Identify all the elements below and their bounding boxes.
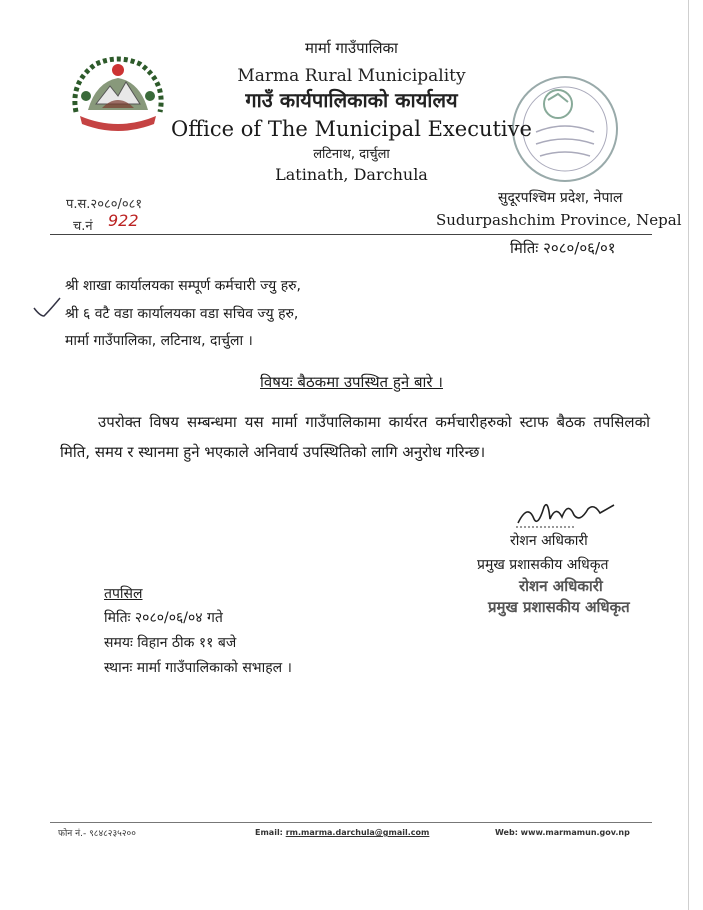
- place-devanagari: लटिनाथ, दार्चुला: [313, 147, 390, 162]
- schedule-time: समयः विहान ठीक ११ बजे: [104, 635, 237, 651]
- dispatch-number-handwritten: 922: [108, 211, 139, 230]
- province-devanagari: सुदूरपश्चिम प्रदेश, नेपाल: [498, 190, 623, 206]
- footer-web[interactable]: Web: www.marmamun.gov.np: [495, 828, 630, 837]
- schedule-date: मितिः २०८०/०६/०४ गते: [104, 610, 223, 626]
- letter-date: मितिः २०८०/०६/०१: [510, 239, 616, 257]
- dispatch-label: च.नं: [73, 219, 93, 234]
- footer-email: [255, 828, 429, 837]
- province-english: Sudurpashchim Province, Nepal: [436, 211, 682, 229]
- office-name-english: Office of The Municipal Executive: [171, 117, 532, 141]
- email-link[interactable]: rm.marma.darchula@gmail.com: [285, 828, 430, 837]
- reference-number: प.स.२०८०/०८१: [66, 197, 143, 212]
- email-label: Email:: [255, 828, 283, 837]
- place-english: Latinath, Darchula: [275, 165, 428, 184]
- addressee-line: मार्मा गाउँपालिका, लटिनाथ, दार्चुला ।: [65, 333, 253, 349]
- stamp-name: रोशन अधिकारी: [519, 577, 603, 595]
- footer-phone: फोन नं.- ९८४८२३५२००: [58, 829, 136, 839]
- signature-icon: [514, 497, 618, 531]
- addressee-line: श्री शाखा कार्यालयका सम्पूर्ण कर्मचारी ज्यु हरु,: [65, 278, 301, 294]
- letter-body: उपरोक्त विषय सम्बन्धमा यस मार्मा गाउँपालिकामा कार्यरत कर्मचारीहरुको स्टाफ बैठक तपसिलको मिति, समय र स्थानमा हुने भएकाले अनिवार्य उपस्थितिको लागि अनुरोध गरिन्छ।: [60, 413, 650, 461]
- stamp-title: प्रमुख प्रशासकीय अधिकृत: [488, 598, 630, 616]
- municipality-name-english: Marma Rural Municipality: [237, 66, 466, 86]
- footer-divider: [50, 822, 652, 823]
- header-divider: [50, 234, 652, 235]
- schedule-heading: तपसिल: [104, 586, 143, 602]
- handwritten-tick-icon: [32, 296, 62, 320]
- municipality-name-devanagari: मार्मा गाउँपालिका: [305, 39, 398, 57]
- letter-subject: विषयः बैठकमा उपस्थित हुने बारे ।: [260, 373, 443, 391]
- signatory-name: रोशन अधिकारी: [510, 533, 588, 549]
- office-name-devanagari: गाउँ कार्यपालिकाको कार्यालय: [245, 88, 458, 112]
- schedule-place: स्थानः मार्मा गाउँपालिकाको सभाहल ।: [104, 660, 292, 676]
- addressee-line: श्री ६ वटै वडा कार्यालयका वडा सचिव ज्यु हरु,: [65, 306, 299, 322]
- signatory-title: प्रमुख प्रशासकीय अधिकृत: [477, 557, 609, 573]
